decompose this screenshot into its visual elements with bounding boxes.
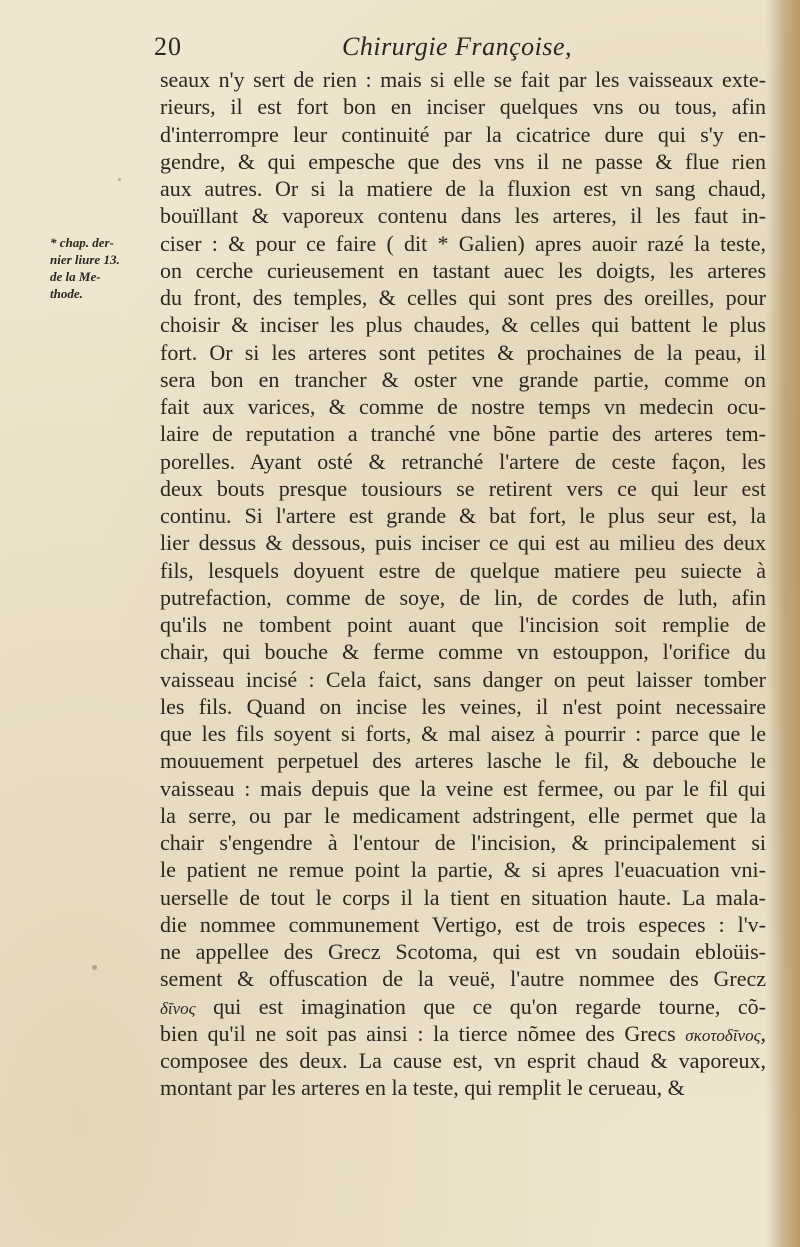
- text-line: mouuement perpetuel des arteres lasche le fil, & debouche le: [160, 748, 766, 774]
- greek-word: δῖνος: [160, 998, 196, 1018]
- text-line: fait aux varices, & comme de nostre temps vn medecin ocu-: [160, 394, 766, 419]
- text-line: chair, qui bouche & ferme comme vn estouppon, l'orifice du: [160, 639, 766, 665]
- text-line: die nommee communement Vertigo, est de trois especes : l'v-: [160, 911, 766, 937]
- text-line: choisir & inciser les plus chaudes, & celles qui battent le plus: [160, 312, 766, 338]
- text-line: seaux n'y sert de rien : mais si elle se fait par les vaisseaux exte-: [160, 67, 766, 92]
- running-title: Chirurgie Françoise,: [342, 32, 573, 61]
- ink-speck: [118, 178, 121, 181]
- text-line: que les fils soyent si forts, & mal aisez à pourrir : parce que le: [160, 721, 766, 746]
- text-line: δῖνος qui est imagination que ce qu'on regarde tourne, cõ-: [160, 993, 766, 1019]
- text-line: composee des deux. La cause est, vn esprit chaud & vaporeux,: [160, 1048, 766, 1073]
- text-line: fils, lesquels doyuent estre de quelque matiere peu suiecte à: [160, 557, 766, 583]
- ink-speck: [92, 965, 97, 970]
- margin-note-line: nier liure 13.: [50, 252, 120, 267]
- text-line: la serre, ou par le medicament adstringent, elle permet que la: [160, 802, 766, 828]
- text-line: vaisseau incisé : Cela faict, sans danger on peut laisser tomber: [160, 666, 766, 692]
- text-line: qu'ils ne tombent point auant que l'incision soit remplie de: [160, 612, 766, 637]
- text-line: laire de reputation a tranché vne bõne partie des arteres tem-: [160, 421, 766, 447]
- text-line: d'interrompre leur continuité par la cicatrice dure qui s'y en-: [160, 121, 766, 147]
- greek-word: σκοτοδῖνος: [685, 1025, 761, 1045]
- text-line: continu. Si l'artere est grande & bat fort, le plus seur est, la: [160, 503, 766, 528]
- margin-note: [50, 234, 150, 302]
- text-line: putrefaction, comme de soye, de lin, de cordes de luth, afin: [160, 584, 766, 610]
- text-line: aux autres. Or si la matiere de la fluxion est vn sang chaud,: [160, 176, 766, 201]
- text-line: ne appellee des Grecz Scotoma, qui est vn soudain ebloüis-: [160, 939, 766, 964]
- text-line: on cerche curieusement en tastant auec les doigts, les arteres: [160, 257, 766, 283]
- text-line: sement & offuscation de la veuë, l'autre nommee des Grecz: [160, 966, 766, 992]
- margin-note-line: de la Me-: [50, 269, 101, 284]
- text-line: montant par les arteres en la teste, qui remplit le cerueau, &: [160, 1075, 685, 1101]
- text-line: lier dessus & dessous, puis inciser ce qui est au milieu des deux: [160, 530, 766, 556]
- page-edge-shadow: [766, 0, 800, 1247]
- text-line: vaisseau : mais depuis que la veine est fermee, ou par le fil qui: [160, 775, 766, 801]
- text-line: bien qu'il ne soit pas ainsi : la tierce nõmee des Grecs σκοτοδῖνος,: [160, 1020, 766, 1046]
- text-line: gendre, & qui empesche que des vns il ne passe & flue rien: [160, 148, 766, 174]
- body-text: [160, 66, 766, 1102]
- margin-note-line: thode.: [50, 286, 83, 301]
- text-line: du front, des temples, & celles qui sont pres des oreilles, pour: [160, 285, 766, 310]
- page-header: [150, 30, 770, 66]
- text-line: ciser : & pour ce faire ( dit * Galien) apres auoir razé la teste,: [160, 230, 766, 256]
- text-line: bouïllant & vaporeux contenu dans les arteres, il les faut in-: [160, 203, 766, 229]
- text-line: fort. Or si les arteres sont petites & prochaines de la peau, il: [160, 339, 766, 365]
- text-line: les fils. Quand on incise les veines, il n'est point necessaire: [160, 693, 766, 719]
- text-line: rieurs, il est fort bon en inciser quelques vns ou tous, afin: [160, 94, 766, 120]
- margin-note-line: * chap. der-: [50, 235, 114, 250]
- text-line: uerselle de tout le corps il la tient en situation haute. La mala-: [160, 884, 766, 910]
- text-line: deux bouts presque tousiours se retirent vers ce qui leur est: [160, 475, 766, 501]
- text-line: chair s'engendre à l'entour de l'incision, & principalement si: [160, 830, 766, 855]
- text-line: sera bon en trancher & oster vne grande partie, comme on: [160, 366, 766, 392]
- text-line: le patient ne remue point la partie, & si apres l'euacuation vni-: [160, 857, 766, 883]
- page-number: 20: [154, 32, 182, 61]
- text-line: porelles. Ayant osté & retranché l'artere de ceste façon, les: [160, 448, 766, 474]
